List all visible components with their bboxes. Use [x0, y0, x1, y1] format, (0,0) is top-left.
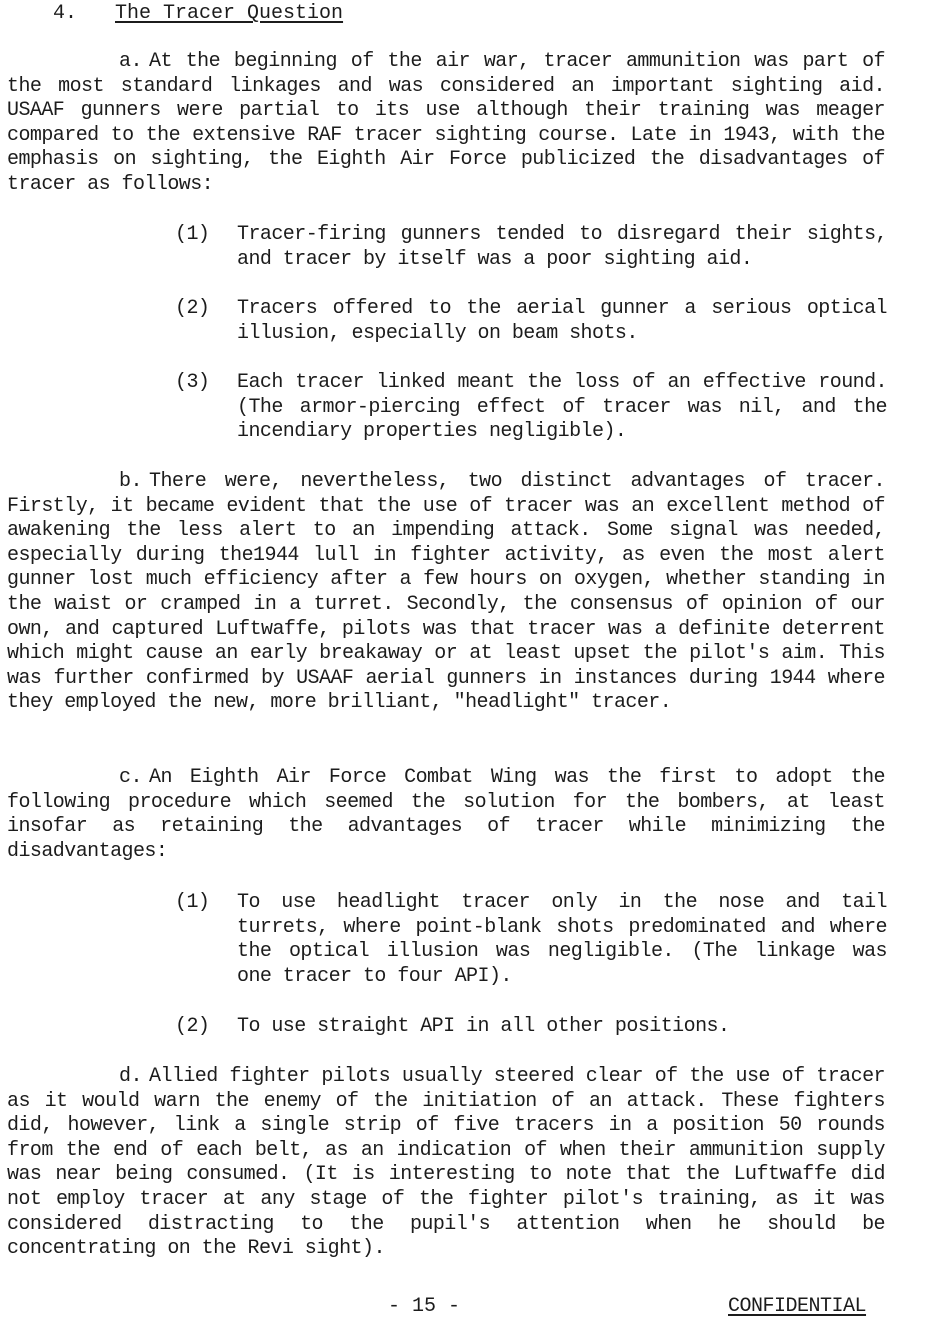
paragraph-c [7, 766, 885, 864]
section-heading [53, 2, 343, 27]
paragraph-b-text: There were, nevertheless, two distinct advantages of tracer. Firstly, it became evident that the use of tracer was an excellent method of awakening the less alert to an impending attack. Some signal was needed, especially during the1944 lull in fighter activity, as even the most alert gunner lost much efficiency after a few hours on oxygen, whether standing in the waist or cramped in a turret. Secondly, the consensus of opinion of our own, and captured Luftwaffe, pilots was that tracer was a definite deterrent which might cause an early breakaway or at least upset the pilot's aim. This was further confirmed by USAAF aerial gunners in instances during 1944 where they employed the new, more brilliant, "headlight" tracer. [7, 470, 885, 715]
list-item-a-2-number: (2) [175, 297, 210, 320]
page-number: - 15 - [388, 1295, 461, 1318]
paragraph-a-text: At the beginning of the air war, tracer ammunition was part of the most standard linkages and was considered an important sighting aid. USAAF gunners were partial to its use although their training was meager compared to the extensive RAF tracer sighting course. Late in 1943, with the emphasis on sighting, the Eighth Air Force publicized the disadvantages of tracer as follows: [7, 50, 885, 196]
section-title: The Tracer Question [115, 2, 344, 25]
paragraph-d [7, 1065, 885, 1262]
paragraph-d-label: d. [119, 1065, 142, 1088]
list-item-a-2 [175, 297, 887, 346]
list-item-a-1-text: Tracer-firing gunners tended to disregard their sights, and tracer by itself was a poor sighting aid. [237, 223, 887, 271]
paragraph-b [7, 470, 885, 716]
list-item-c-2-text: To use straight API in all other positions. [237, 1015, 730, 1038]
list-item-a-3-number: (3) [175, 371, 210, 394]
paragraph-c-text: An Eighth Air Force Combat Wing was the first to adopt the following procedure which seemed the solution for the bombers, at least insofar as retaining the advantages of tracer while minimizing the disadvantages: [7, 766, 885, 863]
list-item-a-2-text: Tracers offered to the aerial gunner a serious optical illusion, especially on beam shots. [237, 297, 887, 345]
list-item-c-1 [175, 891, 887, 989]
classification-marking: CONFIDENTIAL [728, 1295, 867, 1318]
paragraph-a-label: a. [119, 50, 142, 73]
list-item-c-2 [175, 1015, 887, 1040]
list-item-c-1-text: To use headlight tracer only in the nose and tail turrets, where point-blank shots predominated and where the optical illusion was negligible. (The linkage was one tracer to four API). [237, 891, 887, 988]
paragraph-b-label: b. [119, 470, 142, 493]
section-number: 4. [53, 2, 78, 25]
paragraph-c-label: c. [119, 766, 142, 789]
list-item-a-3 [175, 371, 887, 445]
list-item-a-1 [175, 223, 887, 272]
list-item-c-1-number: (1) [175, 891, 210, 914]
paragraph-a [7, 50, 885, 198]
list-item-a-3-text: Each tracer linked meant the loss of an effective round. (The armor-piercing effect of tracer was nil, and the incendiary properties negligible). [237, 371, 887, 444]
paragraph-d-text: Allied fighter pilots usually steered clear of the use of tracer as it would warn the enemy of the initiation of an attack. These fighters did, however, link a single strip of five tracers in a position 50 rounds from the end of each belt, as an indication of when their ammunition supply was near being consumed. (It is interesting to note that the Luftwaffe did not employ tracer at any stage of the fighter pilot's training, as it was considered distracting to the pupil's attention when he should be concentrating on the Revi sight). [7, 1065, 885, 1261]
list-item-c-2-number: (2) [175, 1015, 210, 1038]
list-item-a-1-number: (1) [175, 223, 210, 246]
